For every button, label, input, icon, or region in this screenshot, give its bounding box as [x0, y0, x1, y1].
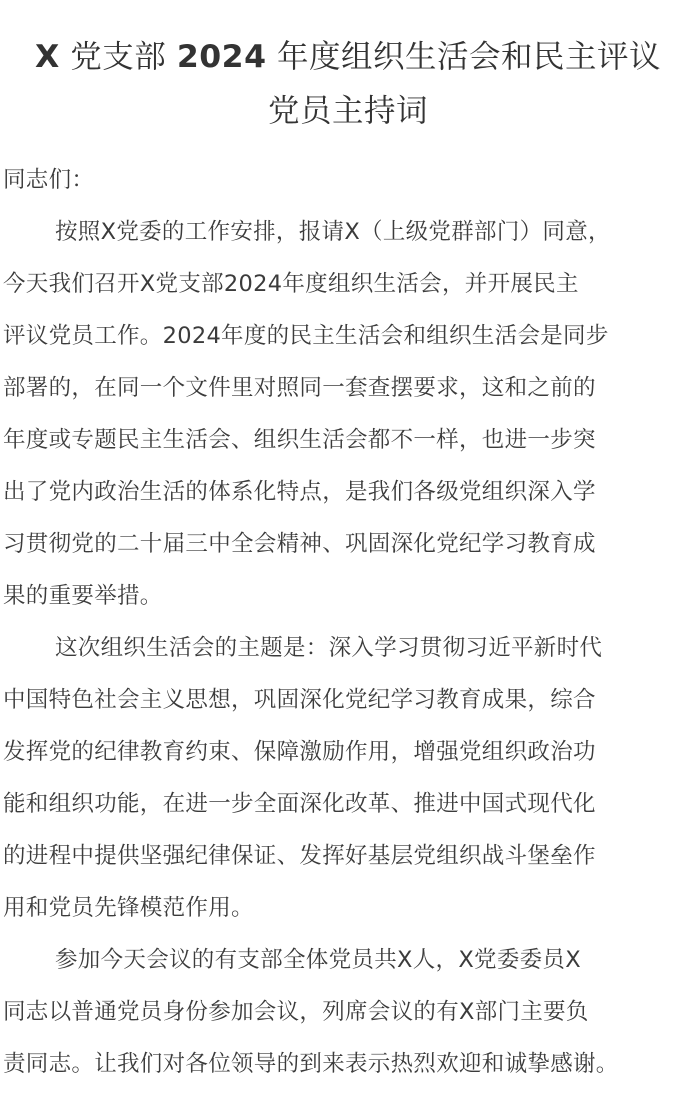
paragraph-1-line: 今天我们召开X党支部2024年度组织生活会，并开展民主	[3, 271, 579, 297]
paragraph-3-line: 责同志。让我们对各位领导的到来表示热烈欢迎和诚挚感谢。	[3, 1051, 619, 1077]
paragraph-1-line: 习贯彻党的二十届三中全会精神、巩固深化党纪学习教育成	[3, 531, 596, 557]
paragraph-2-line: 这次组织生活会的主题是：深入学习贯彻习近平新时代	[55, 635, 603, 661]
title-subject: 年度组织生活会和民主评议	[277, 39, 662, 75]
paragraph-2-line: 用和党员先锋模范作用。	[3, 895, 254, 921]
title-line-2: 党员主持词	[267, 93, 428, 129]
paragraph-2-line: 发挥党的纪律教育约束、保障激励作用，增强党组织政治功	[3, 739, 596, 765]
title-line-1	[3, 30, 693, 84]
paragraph-1-line: 按照X党委的工作安排，报请X（上级党群部门）同意，	[55, 219, 611, 245]
paragraph-2-line: 的进程中提供坚强纪律保证、发挥好基层党组织战斗堡垒作	[3, 843, 596, 869]
paragraph-1-line: 年度或专题民主生活会、组织生活会都不一样，也进一步突	[3, 427, 596, 453]
greeting: 同志们：	[3, 167, 95, 193]
paragraph-3-line: 同志以普通党员身份参加会议，列席会议的有X部门主要负	[3, 999, 589, 1025]
paragraph-1-line: 果的重要举措。	[3, 583, 163, 609]
paragraph-2-line: 能和组织功能，在进一步全面深化改革、推进中国式现代化	[3, 791, 596, 817]
title-year: 2024	[176, 39, 267, 75]
paragraph-1-line: 评议党员工作。2024年度的民主生活会和组织生活会是同步	[3, 323, 609, 349]
paragraph-2-line: 中国特色社会主义思想，巩固深化党纪学习教育成果，综合	[3, 687, 596, 713]
paragraph-1-line: 部署的，在同一个文件里对照同一套查摆要求，这和之前的	[3, 375, 596, 401]
document-body	[3, 154, 693, 1090]
title-org-name: 党支部	[70, 39, 167, 75]
title-org-letter: X	[34, 39, 60, 75]
paragraph-1-line: 出了党内政治生活的体系化特点，是我们各级党组织深入学	[3, 479, 596, 505]
document-title	[3, 30, 693, 138]
paragraph-3-line: 参加今天会议的有支部全体党员共X人，X党委委员X	[55, 947, 581, 973]
